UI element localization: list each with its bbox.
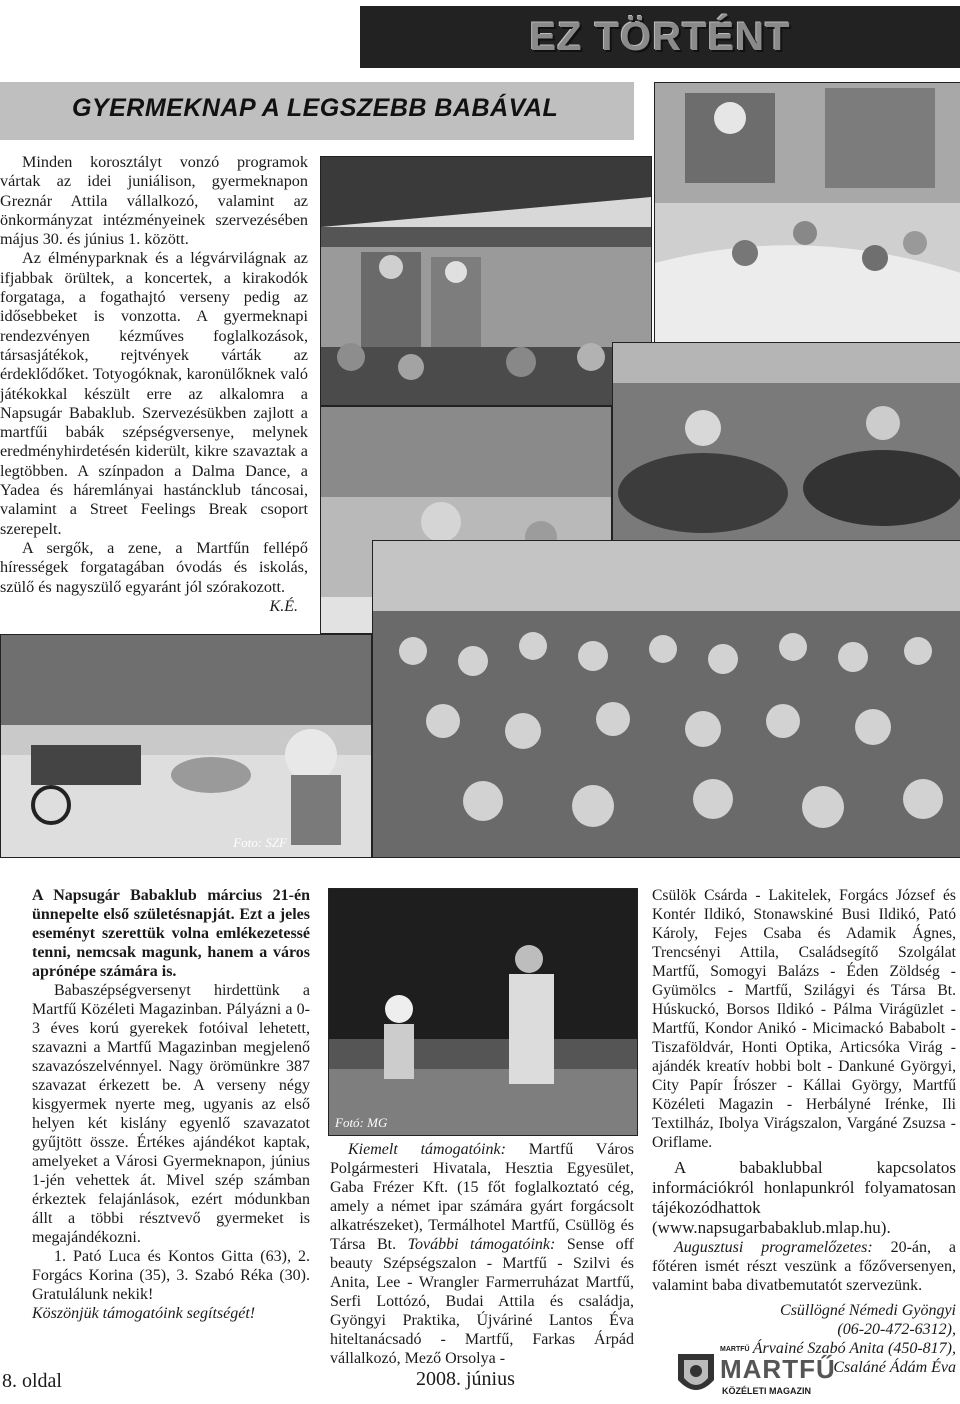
- magazine-logo: [676, 1346, 836, 1402]
- article-body: [0, 153, 308, 616]
- photo-horse-carriage: [0, 634, 372, 858]
- issue-date: 2008. június: [416, 1368, 515, 1390]
- babaklub-results: 1. Pató Luca és Kontos Gitta (63), 2. Forgács Korina (35), 3. Szabó Réka (30). Gratulálunk nekik!: [32, 1248, 310, 1303]
- article-signature-row: [0, 597, 308, 616]
- signature-line: Csaláné Ádám Éva: [833, 1359, 956, 1376]
- babaklub-column: [32, 886, 310, 1323]
- logo-subtitle: KÖZÉLETI MAGAZIN: [722, 1386, 811, 1396]
- sponsors-continued: Csülök Csárda - Lakitelek, Forgács József és Kontér Ildikó, Stonawskiné Busi Ildikó, Pató Károly, Fejes Csaba és Adamik Ágnes, Trencsényi Attila, Családsegítő Szolgálat Martfű, Somogyi Balázs - Éden Zöldség - Gyümölcs - Martfű, Szilágyi és Társa Bt. Húskuckó, Borsos Ildikó - Pálma Virágüzlet - Martfű, Kondor Anikó - Micimackó Bababolt - Tiszaföldvár, Honti Optika, Articsóka Virág - ajándék kreatív hobbi bolt - Dankuné Györgyi, City Papír Írószer - Kállai György, Martfű Közéleti Magazin - Herbályné Irénke, Ili Textilház, Ibolya Virágszalon, Vargáné Zsuzsa - Oriflame.: [652, 887, 956, 1151]
- sponsors-other-text: Sense off beauty Szépségszalon - Martfű - Szilvi és Anita, Lee - Wrangler Farmerruházat Martfű, Serfi Lottózó, Budai Attila és családja, Gyöngyi Praktika, Újváriné Lantos Éva hiteltanácsadó - Martfű, Farkas Árpád vállalkozó, Mező Orsolya -: [330, 1236, 634, 1367]
- section-masthead: [360, 6, 960, 68]
- sponsors-label-main: Kiemelt támogatóink:: [348, 1141, 506, 1158]
- photo-bumper-cars: [612, 342, 960, 542]
- right-column: [652, 886, 956, 1377]
- logo-title: MARTFŰ: [720, 1354, 836, 1384]
- signature-line: Árvainé Szabó Anita (450-817),: [752, 1340, 956, 1357]
- babaklub-thanks: Köszönjük támogatóink segítségét!: [32, 1305, 256, 1322]
- preview-paragraph: [652, 1238, 956, 1295]
- sponsors-paragraph: [330, 1140, 634, 1368]
- article-paragraph: Minden korosztályt vonzó programok vártak az idei juniálison, gyermeknapon Greznár Attila vállalkozó, valamint az önkormányzat intézményeinek szervezésében május 30. és június 1. között.: [0, 153, 308, 249]
- article-paragraph: A sergők, a zene, a Martfűn fellépő hírességek forgatagában óvodás és iskolás, szülő és nagyszülő egyaránt jól szórakozott.: [0, 538, 308, 596]
- babaklub-paragraph: Babaszépségversenyt hirdettünk a Martfű Közéleti Magazinban. Pályázni a 0-3 éves korú gyerekek fotóival lehetett, szavazni a Martfű Magazinban megjelenő szavazószelvénnyel. Nagy örömünkre 387 szavazat érkezett be. A verseny négy kisgyermek nyerte meg, ugyanis az első helyen két kislány egyenlő szavazatot gyűjtött össze. Értékes ajándékot kaptak, amelyeket a Városi Gyermeknapon, június 1-jén vehettek át. Mivel szép számban érkeztek felajánlások, ezért módunkban állt a többi résztvevő gyermeket is megajándékozni.: [32, 982, 310, 1246]
- article-signature: K.É.: [269, 597, 298, 615]
- article-paragraph: Az élményparknak és a légvárvilágnak az ifjabbak örültek, a koncertek, a kirakodók forgataga, a fogathajtó verseny pedig az idősebbeket is vonzotta. A gyermeknapi rendezvényen kézműves foglalkozások, társasjátékok, rejtvények várták az érdeklődőket. Totyogóknak, karonülőknek való játékokkal készült erre az alkalomra a Napsugár Babaklub. Szervezésükben zajlott a martfűi babák szépségversenye, melynek eredményhirdetésén kiderült, kikre szavaztak a legtöbben. A színpadon a Dalma Dance, a Yadea és háremlányai hastáncklub táncosai, valamint a Street Feelings Break csoport szerepelt.: [0, 249, 308, 538]
- babaklub-lead: A Napsugár Babaklub március 21-én ünnepelte első születésnapját. Ezt a jeles eseményt szerettük volna emlékezetessé tenni, nemcsak magunk, hanem a város aprónépe számára is.: [32, 887, 310, 980]
- preview-text: 20-án, a főtéren ismét részt veszünk a főzőversenyen, valamint baba divatbemutatót szervezünk.: [652, 1239, 957, 1294]
- signature-line: Csüllögné Némedi Gyöngyi: [780, 1302, 956, 1319]
- masthead-title: EZ TÖRTÉNT: [529, 14, 791, 59]
- logo-small-text: MARTFŰ: [720, 1346, 750, 1353]
- article-title: GYERMEKNAP A LEGSZEBB BABÁVAL: [72, 94, 559, 122]
- photo-baby-award: [328, 888, 638, 1136]
- photo-credit-mg: Fotó: MG: [335, 1115, 388, 1130]
- preview-label: Augusztusi programelőzetes:: [674, 1239, 873, 1256]
- sponsors-label-other: További támogatóink:: [396, 1236, 556, 1253]
- photo-bouncy-castle: [654, 82, 960, 346]
- photo-stage-concert: [320, 156, 652, 406]
- photo-credit-szf: Foto: SZF: [233, 835, 287, 850]
- contact-paragraph: A babaklubbal kapcsolatos információkról honlapunkról folyamatosan tájékozódhattok (www.napsugarbabaklub.mlap.hu).: [652, 1158, 956, 1237]
- signature-line: (06-20-472-6312),: [837, 1321, 956, 1338]
- photo-crowd: [372, 540, 960, 858]
- sponsors-column: [330, 1140, 634, 1368]
- coat-of-arms-icon: [676, 1346, 716, 1402]
- sponsors-main-text: Martfű Város Polgármesteri Hivatala, Hesztia Egyesület, Gaba Frézer Kft. (15 főt foglalkoztató cég, amely a német ipar számára gyárt forgácsolt alkatrészeket), Termálhotel Martfű, Csüllög és Társa Bt.: [330, 1141, 634, 1253]
- page-number: 8. oldal: [2, 1370, 62, 1392]
